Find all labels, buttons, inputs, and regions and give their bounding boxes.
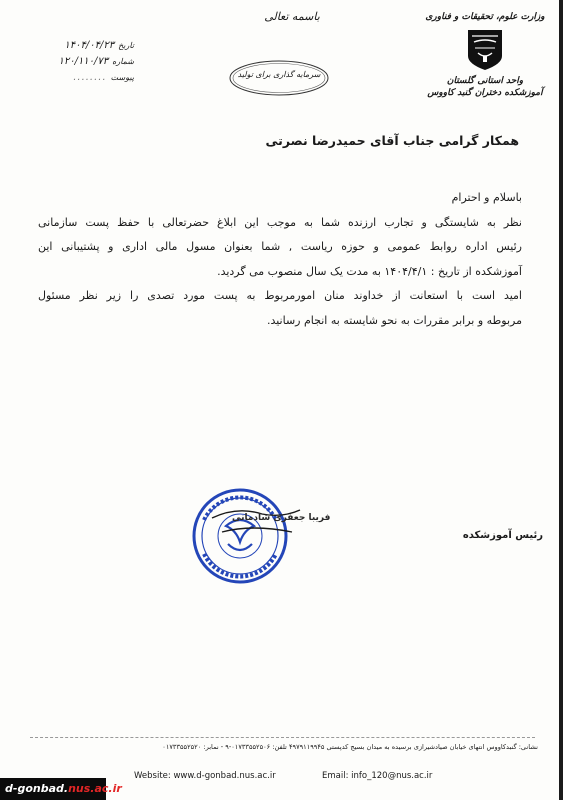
organization-header (425, 12, 545, 98)
date-value: ۱۴۰۴/۰۴/۲۳ (64, 40, 115, 51)
body-line-3: آموزشکده از تاریخ : ۱۴۰۴/۴/۱ به مدت یک سال منصوب می گردید. (217, 264, 522, 278)
number-label: شماره (112, 57, 134, 66)
badge-prefix: d-gonbad. (5, 782, 69, 795)
stamp-seal-icon (182, 480, 332, 585)
number-row (34, 54, 134, 70)
body-line-5: مربوطه و برابر مقررات به نحو شایسته به انجام رسانید. (266, 313, 522, 327)
motto-text: سرمایه گذاری برای تولید (237, 70, 321, 79)
letter-body (38, 186, 522, 333)
signatory-name: فریبا جعفری شادمانی (232, 513, 331, 523)
footer-email: Email: info_120@nus.ac.ir (322, 771, 433, 781)
letter-meta (34, 38, 134, 86)
footer-website: Website: www.d-gonbad.nus.ac.ir (134, 771, 276, 781)
motto-emblem (228, 58, 330, 98)
official-stamp (182, 480, 332, 585)
attachment-value: ........ (73, 72, 107, 83)
university-logo-icon (462, 26, 508, 72)
recipient-line: همکار گرامی جناب آقای حمیدرضا نصرتی (265, 133, 519, 148)
signatory-title: رئیس آموزشکده (462, 530, 543, 541)
school-name: آموزشکده دختران گنبد کاووس (427, 88, 543, 98)
body-line-1: نظر به شایستگی و تجارب ارزنده شما به موجب این ابلاغ حضرتعالی با حفظ پست سازمانی (38, 215, 522, 229)
attachment-row (34, 70, 134, 86)
date-label: تاریخ (118, 41, 134, 50)
footer-divider (30, 737, 535, 739)
right-edge-border (559, 0, 563, 800)
footer-address: نشانی: گنبدکاووس انتهای خیابان صیادشیرازی برسیده به میدان بسیج کدپستی ۴۹۷۹۱۱۹۹۴۵ تلفن: ۰۱۷۳۳۵۵۲۵۰۶-۹ - نمابر: ۰۱۷۳۳۵۵۲۵۲۰ (162, 743, 538, 751)
body-line-2: رئیس اداره روابط عمومی و حوزه ریاست , شما بعنوان مسول مالی اداری و پشتیبانی این (38, 240, 522, 253)
basmala-heading: باسمه تعالی (264, 10, 320, 23)
badge-domain: nus.ac.ir (68, 782, 122, 795)
site-badge (0, 778, 122, 800)
greeting-line: باسلام و احترام (451, 191, 522, 204)
attachment-label: پیوست (110, 73, 134, 82)
provincial-unit-name: واحد استانی گلستان (446, 76, 524, 86)
ministry-name: وزارت علوم، تحقیقات و فناوری (425, 12, 545, 22)
date-row (34, 38, 134, 54)
number-value: ۱۲۰/۱۱۰/۷۳ (58, 56, 109, 67)
body-line-4: امید است با استعانت از خداوند منان امورمربوط به پست مورد تصدی را زیر نظر مسئول (38, 289, 522, 302)
